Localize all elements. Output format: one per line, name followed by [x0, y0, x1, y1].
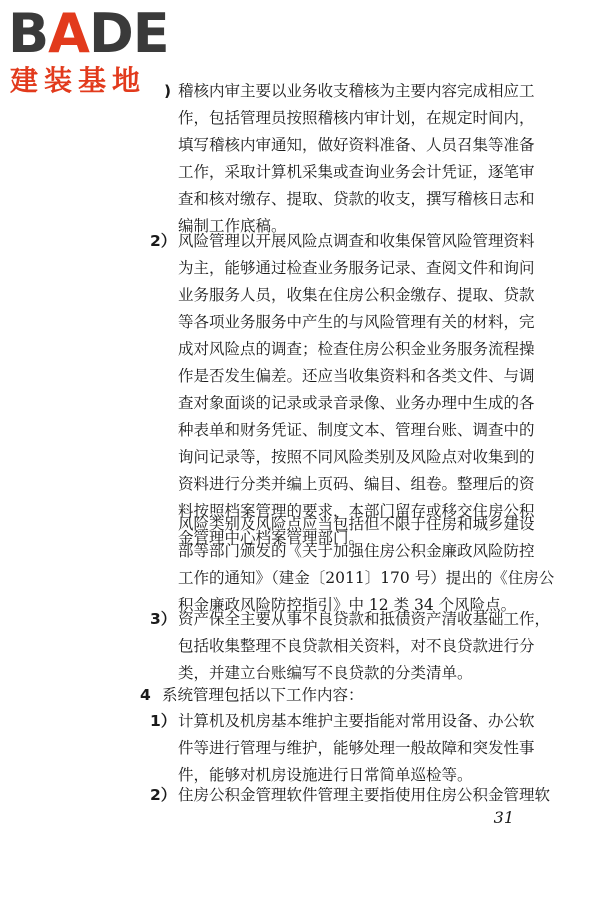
- page-number: 31: [493, 808, 514, 827]
- text-line: 件等进行管理与维护，能够处理一般故障和突发性事: [178, 739, 535, 757]
- logo-wordmark: BADE: [8, 2, 169, 65]
- text-line: 种表单和财务凭证、制度文本、管理台账、调查中的: [178, 421, 535, 439]
- item-number: 2）: [150, 232, 177, 250]
- text-line: 为主，能够通过检查业务服务记录、查阅文件和询问: [178, 259, 535, 277]
- text-line: 件，能够对机房设施进行日常简单巡检等。: [178, 766, 473, 784]
- text-line: 计算机及机房基本维护主要指能对常用设备、办公软: [178, 712, 535, 730]
- text-line: 询问记录等，按照不同风险类别及风险点对收集到的: [178, 448, 535, 466]
- section-number: 4: [140, 686, 151, 704]
- text-line: 作是否发生偏差。还应当收集资料和各类文件、与调: [178, 367, 535, 385]
- text-line: 工作的通知》（建金〔2011〕170 号）提出的《住房公: [178, 569, 555, 587]
- logo-chinese: 建装基地: [10, 64, 147, 97]
- text-line: 金管理中心档案管理部门。: [178, 529, 365, 547]
- text-line: 包括收集整理不良贷款相关资料，对不良贷款进行分: [178, 637, 535, 655]
- text-line: 作，包括管理员按照稽核内审计划，在规定时间内，: [178, 109, 535, 127]
- text-line: 资产保全主要从事不良贷款和抵债资产清收基础工作，: [178, 610, 551, 628]
- text-line: 成对风险点的调查；检查住房公积金业务服务流程操: [178, 340, 535, 358]
- item-number: ): [164, 82, 172, 100]
- text-line: 料按照档案管理的要求，本部门留存或移交住房公积: [178, 502, 535, 520]
- text-line: 查对象面谈的记录或录音录像、业务办理中生成的各: [178, 394, 535, 412]
- text-line: 部等部门颁发的《关于加强住房公积金廉政风险防控: [178, 542, 535, 560]
- text-line: 类，并建立台账编写不良贷款的分类清单。: [178, 664, 473, 682]
- text-line: 业务服务人员，收集在住房公积金缴存、提取、贷款: [178, 286, 535, 304]
- text-line: 风险类别及风险点应当包括但不限于住房和城乡建设: [178, 515, 535, 533]
- text-line: 等各项业务服务中产生的与风险管理有关的材料，完: [178, 313, 535, 331]
- item-number: 1）: [150, 712, 177, 730]
- text-line: 工作，采取计算机采集或查询业务会计凭证，逐笔审: [178, 163, 535, 181]
- bade-logo: [8, 4, 178, 100]
- text-line: 编制工作底稿。: [178, 217, 287, 235]
- text-line: 系统管理包括以下工作内容：: [162, 686, 364, 704]
- text-line: 稽核内审主要以业务收支稽核为主要内容完成相应工: [178, 82, 535, 100]
- text-line: 风险管理以开展风险点调查和收集保管风险管理资料: [178, 232, 535, 250]
- item-number: 2）: [150, 786, 177, 804]
- text-line: 资料进行分类并编上页码、编目、组卷。整理后的资: [178, 475, 535, 493]
- text-line: 住房公积金管理软件管理主要指使用住房公积金管理软: [178, 786, 551, 804]
- text-line: 积金廉政风险防控指引》中 12 类 34 个风险点。: [178, 596, 517, 614]
- item-number: 3）: [150, 610, 177, 628]
- text-line: 填写稽核内审通知，做好资料准备、人员召集等准备: [178, 136, 535, 154]
- text-line: 查和核对缴存、提取、贷款的收支，撰写稽核日志和: [178, 190, 535, 208]
